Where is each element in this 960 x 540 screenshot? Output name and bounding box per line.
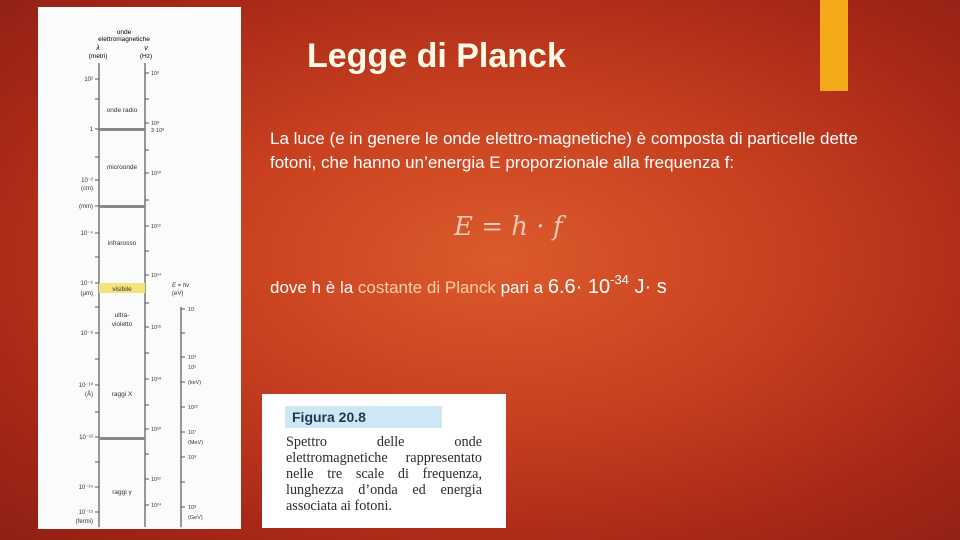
- energy-label: (keV): [188, 380, 202, 386]
- nu-label: 10¹⁸: [151, 377, 162, 383]
- nu-label: 10²²: [151, 477, 161, 483]
- constant-middle: pari a: [495, 278, 548, 297]
- lambda-label: 10⁻¹⁴: [78, 485, 93, 491]
- energy-label: 10⁸: [188, 505, 197, 511]
- energy-label: (GeV): [188, 515, 203, 521]
- energy-formula: E = hν: [172, 283, 190, 289]
- lambda-label: 10⁻²: [81, 178, 93, 184]
- lambda-label: (mm): [79, 204, 93, 210]
- band-radio: [99, 128, 145, 131]
- region-raggi-x: raggi X: [111, 391, 133, 398]
- constant-highlight: costante di Planck: [357, 278, 496, 297]
- band-micro: [99, 205, 145, 208]
- energy-label: (MeV): [188, 440, 203, 446]
- nu-ticks: [145, 73, 149, 505]
- nu-label: 10²⁴: [151, 503, 162, 509]
- planck-constant-line: [270, 272, 667, 299]
- constant-unit: J· s: [628, 276, 667, 298]
- constant-prefix: dove h è la: [270, 278, 358, 297]
- region-raggi-gamma: raggi γ: [112, 489, 132, 496]
- lambda-label: 1: [89, 127, 93, 133]
- region-infrarosso: infrarosso: [107, 240, 137, 247]
- energy-label: 10⁹: [188, 455, 197, 461]
- spectrum-figure: [38, 7, 241, 529]
- energy-label: 10⁵: [188, 365, 197, 371]
- energy-label: 10: [188, 307, 195, 313]
- energy-ticks: [181, 309, 185, 507]
- nu-label: 10¹²: [151, 224, 161, 230]
- planck-formula: E = h · f: [454, 212, 563, 242]
- spectrum-diagram: [38, 7, 241, 529]
- nu-label: 10⁸: [151, 121, 160, 127]
- region-visibile: visibile: [112, 286, 132, 293]
- lambda-label: 10⁻¹⁰: [78, 383, 93, 389]
- accent-bar: [820, 0, 848, 91]
- lambda-label: 10⁻⁶: [80, 281, 93, 287]
- nu-label: 10⁶: [151, 71, 160, 77]
- slide-title: Legge di Planck: [307, 37, 566, 75]
- nu-label: 10²⁰: [151, 427, 162, 433]
- lambda-label: (μm): [80, 291, 93, 297]
- nu-symbol: ν: [144, 45, 148, 52]
- nu-unit: (Hz): [139, 53, 153, 60]
- lambda-symbol: λ: [96, 45, 100, 52]
- lambda-label: 10²: [84, 77, 93, 83]
- nu-label: 10¹⁶: [151, 325, 162, 331]
- nu-label: 3·10⁸: [151, 128, 165, 134]
- intro-paragraph: La luce (e in genere le onde elettro-magnetiche) è composta di particelle dette fotoni, che hanno un’energia E proporzionale alla frequenza f:: [270, 129, 858, 172]
- region-onde-radio: onde radio: [106, 107, 138, 114]
- nu-label: 10¹⁴: [151, 273, 162, 279]
- lambda-unit: (metri): [88, 53, 108, 60]
- header-elettromagnetiche: elettromagnetiche: [98, 36, 150, 43]
- energy-label: 10³: [188, 355, 196, 361]
- lambda-label: (cm): [81, 186, 93, 192]
- header-onde: onde: [116, 29, 132, 36]
- lambda-label: 10⁻⁴: [80, 231, 93, 237]
- lambda-label: (fermi): [75, 519, 93, 525]
- figure-caption-card: [262, 394, 506, 528]
- region-microonde: microonde: [106, 164, 138, 171]
- lambda-label: 10⁻⁸: [80, 331, 93, 337]
- band-x: [99, 437, 145, 440]
- lambda-label: (Å): [85, 392, 93, 398]
- nu-label: 10¹⁰: [151, 171, 162, 177]
- energy-label: 10⁷: [188, 430, 197, 436]
- energy-unit: (eV): [172, 291, 184, 297]
- constant-exponent: -34: [610, 272, 629, 287]
- energy-label: 10²²: [188, 405, 198, 411]
- region-ultra: ultra-: [114, 312, 130, 319]
- region-violetto: violetto: [111, 321, 133, 328]
- figure-caption-text: Spettro delle onde elettromagnetiche rappresentato nelle tre scale di frequenza, lunghezza d’onda ed energia associata ai fotoni.: [286, 434, 482, 514]
- lambda-label: 10⁻¹²: [79, 435, 93, 441]
- lambda-label: 10⁻¹⁵: [78, 510, 93, 516]
- constant-value: 6.6· 10: [547, 276, 611, 298]
- figure-label: Figura 20.8: [285, 406, 442, 428]
